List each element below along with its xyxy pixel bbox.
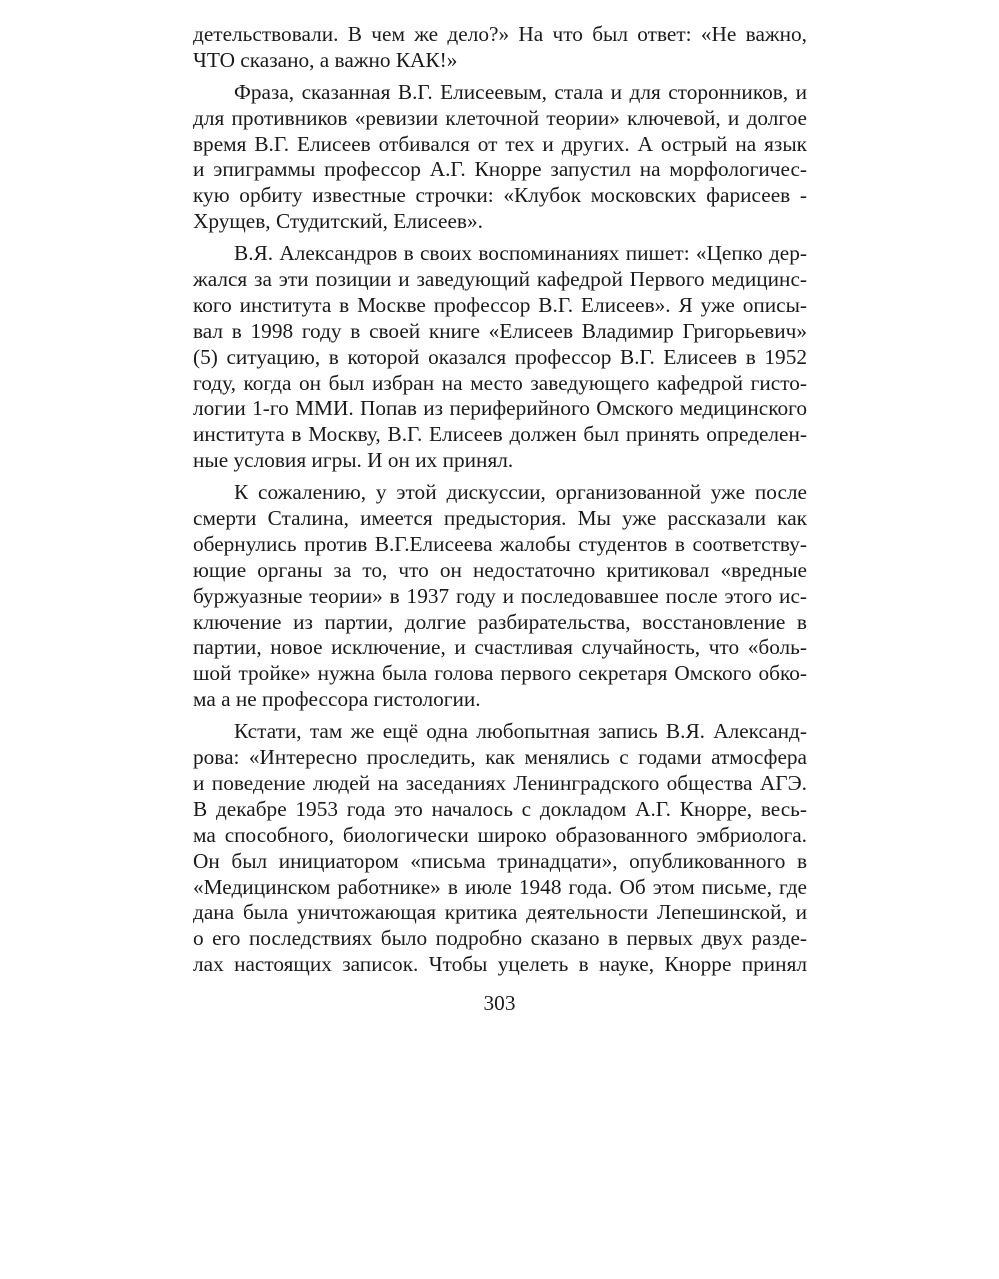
text-line: ма а не профессора гистологии. <box>193 687 481 712</box>
text-line: лах настоящих записок. Чтобы уцелеть в науке, Кнорре принял <box>193 952 807 977</box>
text-line: партии, новое исключение, и счастливая случайность, что «боль- <box>193 635 807 660</box>
text-line: кую орбиту известные строчки: «Клубок московских фарисеев - <box>193 183 807 208</box>
text-line: время В.Г. Елисеев отбивался от тех и других. А острый на язык <box>193 131 807 156</box>
text-line: обернулись против В.Г.Елисеева жалобы студентов в соответству- <box>193 531 807 556</box>
text-line: (5) ситуацию, в которой оказался профессор В.Г. Елисеев в 1952 <box>193 344 807 369</box>
text-line: детельствовали. В чем же дело?» На что был ответ: «Не важно, <box>193 22 807 46</box>
text-line: и эпиграммы профессор А.Г. Кнорре запустил на морфологичес- <box>193 157 807 182</box>
text-line: для противников «ревизии клеточной теории» ключевой, и долгое <box>193 105 807 130</box>
text-line: логии 1-го ММИ. Попав из периферийного Омского медицинского <box>193 396 807 421</box>
text-line: рова: «Интересно проследить, как менялись с годами атмосфера <box>193 745 807 770</box>
paragraph <box>193 80 807 235</box>
paragraph <box>193 22 807 74</box>
text-line: и поведение людей на заседаниях Ленинградского общества АГЭ. <box>193 770 807 795</box>
text-line: году, когда он был избран на место заведующего кафедрой гисто- <box>193 370 807 395</box>
text-line: Фраза, сказанная В.Г. Елисеевым, стала и для сторонников, и <box>234 79 807 104</box>
page-number: 303 <box>483 991 516 1015</box>
text-line: кого института в Москве профессор В.Г. Елисеев». Я уже описы- <box>193 292 807 317</box>
text-line: Кстати, там же ещё одна любопытная запись В.Я. Александ- <box>234 719 807 744</box>
text-line: буржуазные теории» в 1937 году и последовавшее после этого ис- <box>193 583 807 608</box>
text-line: Хрущев, Студитский, Елисеев». <box>193 209 483 234</box>
text-line: ЧТО сказано, а важно КАК!» <box>193 47 458 72</box>
text-line: шой тройке» нужна была голова первого секретаря Омского обко- <box>193 661 807 686</box>
text-line: ющие органы за то, что он недостаточно критиковал «вредные <box>193 557 807 582</box>
text-line: Он был инициатором «письма тринадцати», опубликованного в <box>193 848 807 873</box>
text-line: жался за эти позиции и заведующий кафедрой Первого медицинс- <box>193 267 807 292</box>
body-text <box>193 22 807 978</box>
text-line: «Медицинском работнике» в июле 1948 года. Об этом письме, где <box>193 874 807 899</box>
paragraph <box>193 719 807 978</box>
text-line: смерти Сталина, имеется предыстория. Мы уже рассказали как <box>193 506 807 531</box>
text-line: ключение из партии, долгие разбирательства, восстановление в <box>193 609 807 634</box>
text-line: ные условия игры. И он их принял. <box>193 448 514 473</box>
text-line: ма способного, биологически широко образованного эмбриолога. <box>193 822 807 847</box>
text-line: института в Москву, В.Г. Елисеев должен был принять определен- <box>193 422 807 447</box>
text-line: В.Я. Александров в своих воспоминаниях пишет: «Цепко дер- <box>234 241 807 266</box>
text-line: В декабре 1953 года это началось с докладом А.Г. Кнорре, весь- <box>193 796 807 821</box>
text-line: о его последствиях было подробно сказано в первых двух разде- <box>193 926 807 951</box>
text-line: вал в 1998 году в своей книге «Елисеев Владимир Григорьевич» <box>193 318 807 343</box>
paragraph <box>193 241 807 474</box>
text-line: К сожалению, у этой дискуссии, организованной уже после <box>234 480 807 505</box>
paragraph <box>193 480 807 713</box>
text-line: дана была уничтожающая критика деятельности Лепешинской, и <box>193 900 807 925</box>
